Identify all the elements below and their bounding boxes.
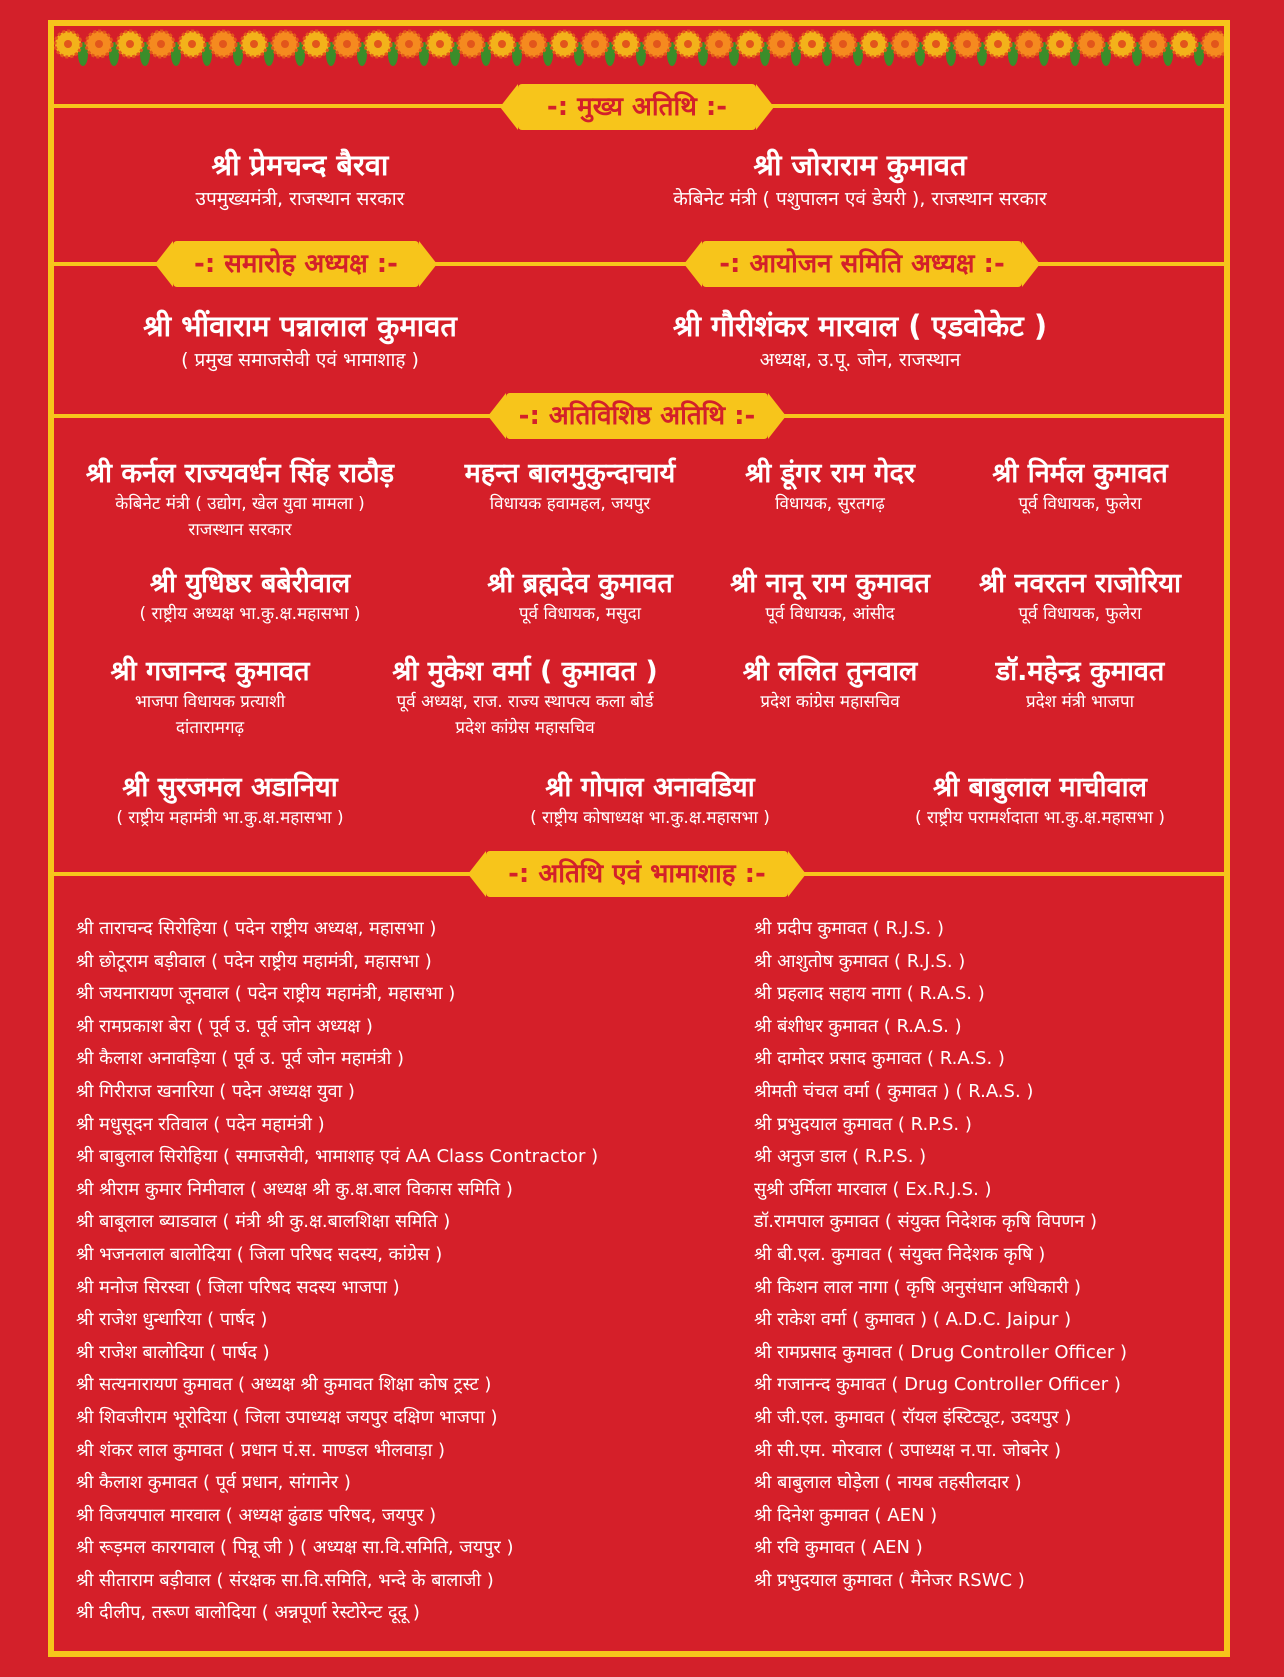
guest-list-item: श्री गजानन्द कुमावत ( Drug Controller Officer ) — [754, 1374, 1121, 1396]
flower-center-icon — [777, 40, 785, 48]
guest-list-item: सुश्री उर्मिला मारवाल ( Ex.R.J.S. ) — [754, 1178, 992, 1200]
flower-center-icon — [684, 40, 692, 48]
guest-list-item: श्री दिनेश कुमावत ( AEN ) — [754, 1504, 938, 1526]
flower-center-icon — [95, 40, 103, 48]
flower-center-icon — [591, 40, 599, 48]
special-guest-card — [80, 771, 380, 831]
flower-center-icon — [622, 40, 630, 48]
guest-designation-line2: दांतारामगढ़ — [175, 718, 245, 738]
guest-designation: ( राष्ट्रीय अध्यक्ष भा.कु.क्ष.महासभा ) — [139, 604, 361, 624]
special-guest-card — [70, 457, 410, 543]
flower-center-icon — [932, 40, 940, 48]
flower-center-icon — [343, 40, 351, 48]
guest-designation: ( राष्ट्रीय कोषाध्यक्ष भा.कु.क्ष.महासभा ) — [530, 808, 770, 828]
president-name: श्री गौरीशंकर मारवाल ( एडवोकेट ) — [672, 309, 1048, 343]
flower-center-icon — [1025, 40, 1033, 48]
guest-designation: प्रदेश कांग्रेस महासचिव — [760, 692, 900, 712]
guest-list-item: श्री बी.एल. कुमावत ( संयुक्त निदेशक कृषि ) — [754, 1243, 1046, 1265]
special-guest-card — [715, 567, 945, 627]
guest-list-item: श्री रामप्रकाश बेरा ( पूर्व उ. पूर्व जोन अध्यक्ष ) — [76, 1015, 373, 1037]
guest-name: श्री युधिष्ठर बबेरीवाल — [149, 568, 351, 599]
flower-center-icon — [188, 40, 196, 48]
guest-list-item: श्री कैलाश कुमावत ( पूर्व प्रधान, सांगानेर ) — [76, 1472, 351, 1494]
guest-list-item: श्री जयनारायण जूनवाल ( पदेन राष्ट्रीय महामंत्री, महासभा ) — [76, 983, 456, 1005]
guest-list-item: श्री सी.एम. मोरवाल ( उपाध्यक्ष न.पा. जोबनेर ) — [754, 1439, 1061, 1461]
flower-center-icon — [312, 40, 320, 48]
guest-name: श्री ललित तुनवाल — [742, 656, 918, 687]
guest-designation: पूर्व विधायक, फुलेरा — [1018, 494, 1142, 514]
special-guest-card — [450, 567, 710, 627]
guest-designation: विधायक, सुरतगढ़ — [775, 494, 885, 514]
special-guest-card — [960, 457, 1200, 517]
flower-center-icon — [808, 40, 816, 48]
guest-designation: पूर्व विधायक, फुलेरा — [1018, 604, 1142, 624]
guest-name: श्री बाबुलाल माचीवाल — [933, 772, 1147, 803]
special-guest-card — [880, 771, 1200, 831]
guest-name: श्री जोराराम कुमावत — [753, 148, 967, 182]
flower-garland — [54, 26, 1224, 74]
guest-name: श्री मुकेश वर्मा ( कुमावत ) — [392, 656, 658, 687]
guest-list-item: श्री ताराचन्द सिरोहिया ( पदेन राष्ट्रीय अध्यक्ष, महासभा ) — [76, 918, 437, 939]
guest-list-item: श्री प्रभुदयाल कुमावत ( R.P.S. ) — [754, 1113, 972, 1135]
flower-center-icon — [715, 40, 723, 48]
chief-guest-card — [130, 146, 470, 214]
flower-center-icon — [374, 40, 382, 48]
guest-list-item: श्री सीताराम बड़ीवाल ( संरक्षक सा.वि.समिति, भन्दे के बालाजी ) — [76, 1569, 494, 1591]
special-guest-card — [355, 655, 695, 741]
guest-list-item: श्री राजेश धुन्धारिया ( पार्षद ) — [76, 1309, 268, 1331]
flower-center-icon — [436, 40, 444, 48]
guest-list-item: श्री सत्यनारायण कुमावत ( अध्यक्ष श्री कुमावत शिक्षा कोष ट्रस्ट ) — [76, 1374, 492, 1396]
guest-designation-line2: प्रदेश कांग्रेस महासचिव — [455, 718, 595, 738]
guest-list-item: श्री गिरीराज खनारिया ( पदेन अध्यक्ष युवा ) — [76, 1080, 355, 1102]
guest-list-item: श्री मनोज सिरस्वा ( जिला परिषद सदस्य भाजपा ) — [76, 1276, 400, 1298]
guest-list-item: श्रीमती चंचल वर्मा ( कुमावत ) ( R.A.S. ) — [754, 1080, 1034, 1102]
flower-center-icon — [901, 40, 909, 48]
special-guest-card — [100, 567, 400, 627]
guest-list-item: श्री छोटूराम बड़ीवाल ( पदेन राष्ट्रीय महामंत्री, महासभा ) — [76, 950, 432, 972]
flower-center-icon — [157, 40, 165, 48]
guest-name: श्री गजानन्द कुमावत — [110, 656, 310, 687]
guest-list-item: श्री राकेश वर्मा ( कुमावत ) ( A.D.C. Jaipur ) — [754, 1309, 1072, 1331]
special-guest-card — [720, 457, 940, 517]
guest-designation: प्रदेश मंत्री भाजपा — [1025, 692, 1135, 712]
guest-name: श्री कर्नल राज्यवर्धन सिंह राठौड़ — [85, 458, 395, 489]
ceremony-president-card — [90, 307, 510, 375]
guest-name: श्री निर्मल कुमावत — [992, 458, 1168, 489]
flower-center-icon — [467, 40, 475, 48]
chief-guest-card — [600, 146, 1120, 214]
guest-list-item: श्री आशुतोष कुमावत ( R.J.S. ) — [754, 950, 966, 972]
flower-center-icon — [1180, 40, 1188, 48]
guest-list-item: डॉ.रामपाल कुमावत ( संयुक्त निदेशक कृषि विपणन ) — [754, 1211, 1098, 1233]
president-designation: ( प्रमुख समाजसेवी एवं भामाशाह ) — [181, 349, 419, 371]
special-guest-banner: -: अतिविशिष्ठ अतिथि :- — [506, 393, 768, 439]
guest-designation: भाजपा विधायक प्रत्याशी — [134, 692, 286, 712]
flower-center-icon — [219, 40, 227, 48]
guest-designation: ( राष्ट्रीय महामंत्री भा.कु.क्ष.महासभा ) — [116, 808, 344, 828]
guest-list-item: श्री दीलीप, तरूण बालोदिया ( अन्नपूर्णा रेस्टोरेन्ट दूदू ) — [76, 1602, 420, 1624]
flower-center-icon — [870, 40, 878, 48]
flower-center-icon — [1149, 40, 1157, 48]
guest-list-item: श्री विजयपाल मारवाल ( अध्यक्ष ढुंढाड परिषद, जयपुर ) — [76, 1504, 437, 1526]
guest-list-item: श्री किशन लाल नागा ( कृषि अनुसंधान अधिकारी ) — [754, 1276, 1081, 1298]
flower-center-icon — [281, 40, 289, 48]
flower-center-icon — [1087, 40, 1095, 48]
guest-list-item: श्री बाबुलाल घोड़ेला ( नायब तहसीलदार ) — [754, 1472, 1022, 1494]
guest-name: श्री प्रेमचन्द बैरवा — [211, 148, 389, 182]
guest-list-item: श्री बाबुलाल सिरोहिया ( समाजसेवी, भामाशाह एवं AA Class Contractor ) — [76, 1146, 599, 1168]
guest-list-item: श्री बंशीधर कुमावत ( R.A.S. ) — [754, 1015, 962, 1037]
guest-list-item: श्री शंकर लाल कुमावत ( प्रधान पं.स. माण्डल भीलवाड़ा ) — [76, 1439, 446, 1461]
flower-center-icon — [746, 40, 754, 48]
special-guest-card — [80, 655, 340, 741]
president-name: श्री भींवाराम पन्नालाल कुमावत — [143, 309, 457, 343]
guest-list-item: श्री मधुसूदन रतिवाल ( पदेन महामंत्री ) — [76, 1113, 325, 1135]
flower-center-icon — [839, 40, 847, 48]
guest-list-item: श्री अनुज डाल ( R.P.S. ) — [754, 1146, 927, 1168]
organizing-president-banner: -: आयोजन समिति अध्यक्ष :- — [702, 241, 1022, 287]
guest-name: श्री गोपाल अनावडिया — [545, 772, 755, 803]
flower-center-icon — [250, 40, 258, 48]
guest-list-item: श्री जी.एल. कुमावत ( रॉयल इंस्टिट्यूट, उदयपुर ) — [754, 1406, 1072, 1428]
special-guest-card — [955, 567, 1205, 627]
guest-designation: केबिनेट मंत्री ( उद्योग, खेल युवा मामला ) — [115, 494, 365, 514]
flower-center-icon — [126, 40, 134, 48]
guest-name: श्री ब्रह्मदेव कुमावत — [487, 568, 673, 599]
flower-center-icon — [1118, 40, 1126, 48]
flower-center-icon — [64, 40, 72, 48]
special-guest-card — [960, 655, 1200, 715]
special-guest-card — [430, 457, 710, 517]
president-designation: अध्यक्ष, उ.पू. जोन, राजस्थान — [759, 349, 961, 371]
guest-name: श्री सुरजमल अडानिया — [122, 772, 338, 803]
guest-list-item: श्री रामप्रसाद कुमावत ( Drug Controller Officer ) — [754, 1341, 1128, 1363]
guest-list-item: श्री कैलाश अनावड़िया ( पूर्व उ. पूर्व जोन महामंत्री ) — [76, 1048, 405, 1070]
guest-list-item: श्री शिवजीराम भूरोदिया ( जिला उपाध्यक्ष जयपुर दक्षिण भाजपा ) — [76, 1406, 498, 1428]
guest-designation-line2: राजस्थान सरकार — [188, 520, 292, 540]
organizing-president-card — [620, 307, 1100, 375]
guest-designation: पूर्व विधायक, मसुदा — [518, 604, 642, 624]
special-guest-card — [715, 655, 945, 715]
ceremony-president-banner: -: समारोह अध्यक्ष :- — [173, 241, 419, 287]
flower-center-icon — [529, 40, 537, 48]
flower-center-icon — [498, 40, 506, 48]
guest-list-item: श्री प्रहलाद सहाय नागा ( R.A.S. ) — [754, 983, 985, 1005]
guest-name: श्री नवरतन राजोरिया — [978, 568, 1182, 599]
guest-designation: पूर्व अध्यक्ष, राज. राज्य स्थापत्य कला बोर्ड — [396, 692, 654, 712]
guests-list-left — [76, 913, 598, 1630]
guest-list-item: श्री रूड़मल कारगवाल ( पिन्नू जी ) ( अध्यक्ष सा.वि.समिति, जयपुर ) — [76, 1537, 514, 1559]
guests-list-right — [754, 913, 1127, 1597]
flower-center-icon — [1211, 40, 1219, 48]
guest-designation: पूर्व विधायक, आंसीद — [765, 604, 895, 624]
flower-center-icon — [963, 40, 971, 48]
flower-center-icon — [560, 40, 568, 48]
guests-donors-banner: -: अतिथि एवं भामाशाह :- — [486, 851, 788, 897]
guest-list-item: श्री श्रीराम कुमार निमीवाल ( अध्यक्ष श्री कु.क्ष.बाल विकास समिति ) — [76, 1178, 513, 1200]
guest-name: महन्त बालमुकुन्दाचार्य — [464, 458, 676, 489]
flower-center-icon — [653, 40, 661, 48]
flower-center-icon — [1056, 40, 1064, 48]
guest-name: श्री डूंगर राम गेदर — [745, 458, 915, 489]
guest-list-item: श्री रवि कुमावत ( AEN ) — [754, 1537, 923, 1559]
guest-list-item: श्री दामोदर प्रसाद कुमावत ( R.A.S. ) — [754, 1048, 1005, 1070]
chief-guest-banner: -: मुख्य अतिथि :- — [518, 84, 756, 130]
guest-designation: केबिनेट मंत्री ( पशुपालन एवं डेयरी ), राजस्थान सरकार — [673, 188, 1047, 210]
guest-list-item: श्री बाबूलाल ब्याडवाल ( मंत्री श्री कु.क्ष.बालशिक्षा समिति ) — [76, 1211, 451, 1233]
flower-center-icon — [994, 40, 1002, 48]
guest-designation: उपमुख्यमंत्री, राजस्थान सरकार — [195, 188, 405, 210]
guest-list-item: श्री प्रभुदयाल कुमावत ( मैनेजर RSWC ) — [754, 1569, 1025, 1591]
guest-name: श्री नानू राम कुमावत — [730, 568, 930, 599]
guest-designation: विधायक हवामहल, जयपुर — [489, 494, 651, 514]
guest-list-item: श्री भजनलाल बालोदिया ( जिला परिषद सदस्य, कांग्रेस ) — [76, 1243, 443, 1265]
guest-list-item: श्री प्रदीप कुमावत ( R.J.S. ) — [754, 918, 945, 939]
special-guest-card — [490, 771, 810, 831]
flower-center-icon — [405, 40, 413, 48]
guest-list-item: श्री राजेश बालोदिया ( पार्षद ) — [76, 1341, 270, 1363]
guest-name: डॉ.महेन्द्र कुमावत — [995, 656, 1165, 687]
guest-designation: ( राष्ट्रीय परामर्शदाता भा.कु.क्ष.महासभा ) — [915, 808, 1165, 828]
